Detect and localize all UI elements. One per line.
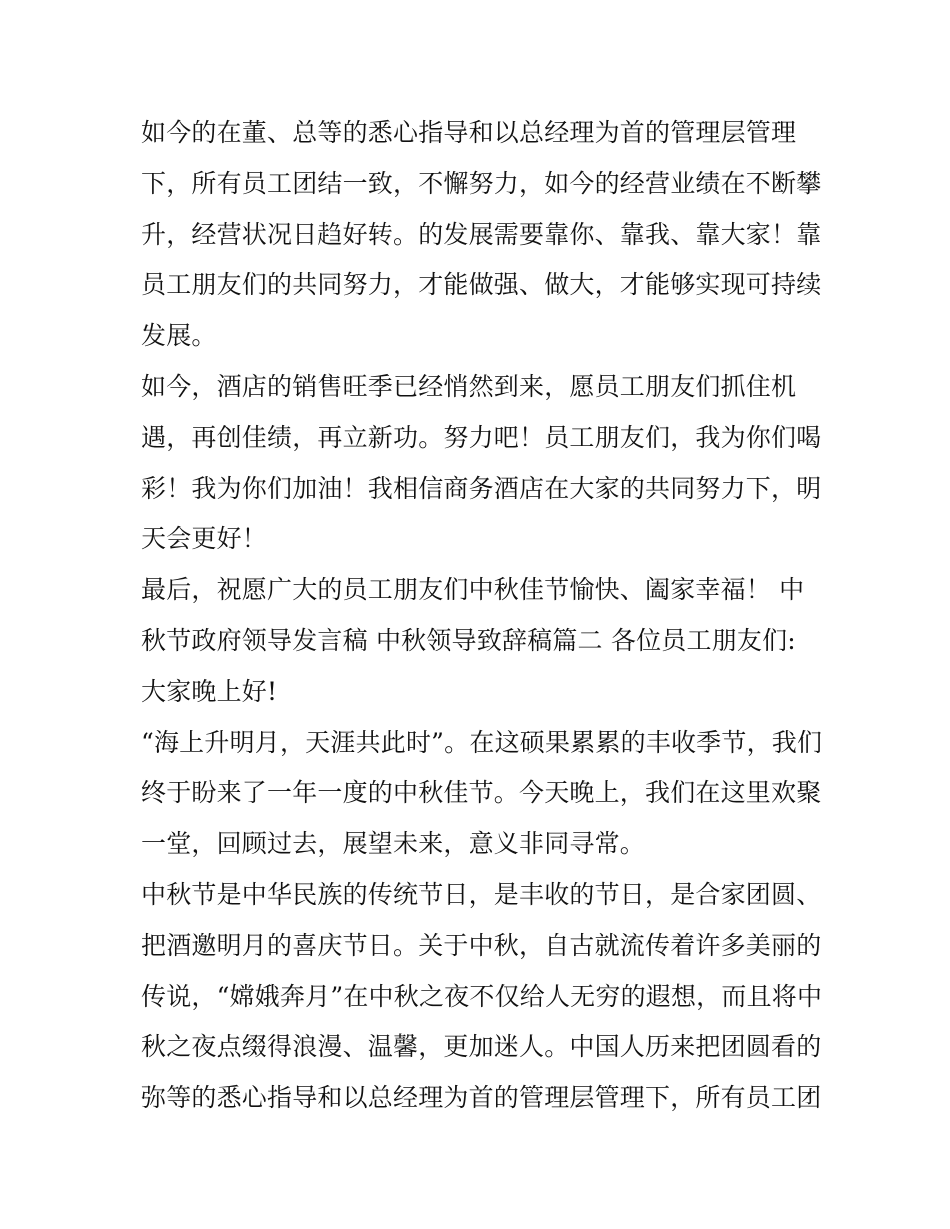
text-line: 一堂，回顾过去，展望未来，意义非同寻常。 — [141, 829, 646, 859]
text-line: 秋节政府领导发言稿 中秋领导致辞稿篇二 各位员工朋友们: — [141, 625, 796, 655]
text-line: 如今，酒店的销售旺季已经悄然到来，愿员工朋友们抓住机 — [141, 371, 797, 401]
text-line: 下，所有员工团结一致，不懈努力，如今的经营业绩在不断攀 — [141, 168, 822, 198]
text-line: 升，经营状况日趋好转。的发展需要靠你、靠我、靠大家！靠 — [141, 219, 822, 249]
document-body — [141, 108, 821, 1124]
text-line: 把酒邀明月的喜庆节日。关于中秋，自古就流传着许多美丽的 — [141, 930, 822, 960]
text-line: 遇，再创佳绩，再立新功。努力吧！员工朋友们，我为你们喝 — [141, 422, 822, 452]
text-line: 最后，祝愿广大的员工朋友们中秋佳节愉快、阖家幸福！ 中 — [141, 575, 805, 605]
text-line: 员工朋友们的共同努力，才能做强、做大，才能够实现可持续 — [141, 270, 822, 300]
text-line: 传说，“嫦娥奔月”在中秋之夜不仅给人无穷的遐想，而且将中 — [141, 981, 823, 1011]
text-line: 弥等的悉心指导和以总经理为首的管理层管理下，所有员工团 — [141, 1083, 822, 1113]
text-line: 天会更好！ — [141, 524, 268, 554]
text-line: 终于盼来了一年一度的中秋佳节。今天晚上，我们在这里欢聚 — [141, 778, 822, 808]
text-line: “海上升明月，天涯共此时”。在这硕果累累的丰收季节，我们 — [141, 727, 823, 757]
text-line: 彩！我为你们加油！我相信商务酒店在大家的共同努力下，明 — [141, 473, 822, 503]
text-line: 发展。 — [141, 321, 217, 351]
text-line: 中秋节是中华民族的传统节日，是丰收的节日，是合家团圆、 — [141, 879, 822, 909]
text-line: 大家晚上好! — [141, 676, 278, 706]
text-line: 如今的在董、总等的悉心指导和以总经理为首的管理层管理 — [141, 118, 797, 147]
text-line: 秋之夜点缀得浪漫、温馨，更加迷人。中国人历来把团圆看的 — [141, 1032, 822, 1062]
